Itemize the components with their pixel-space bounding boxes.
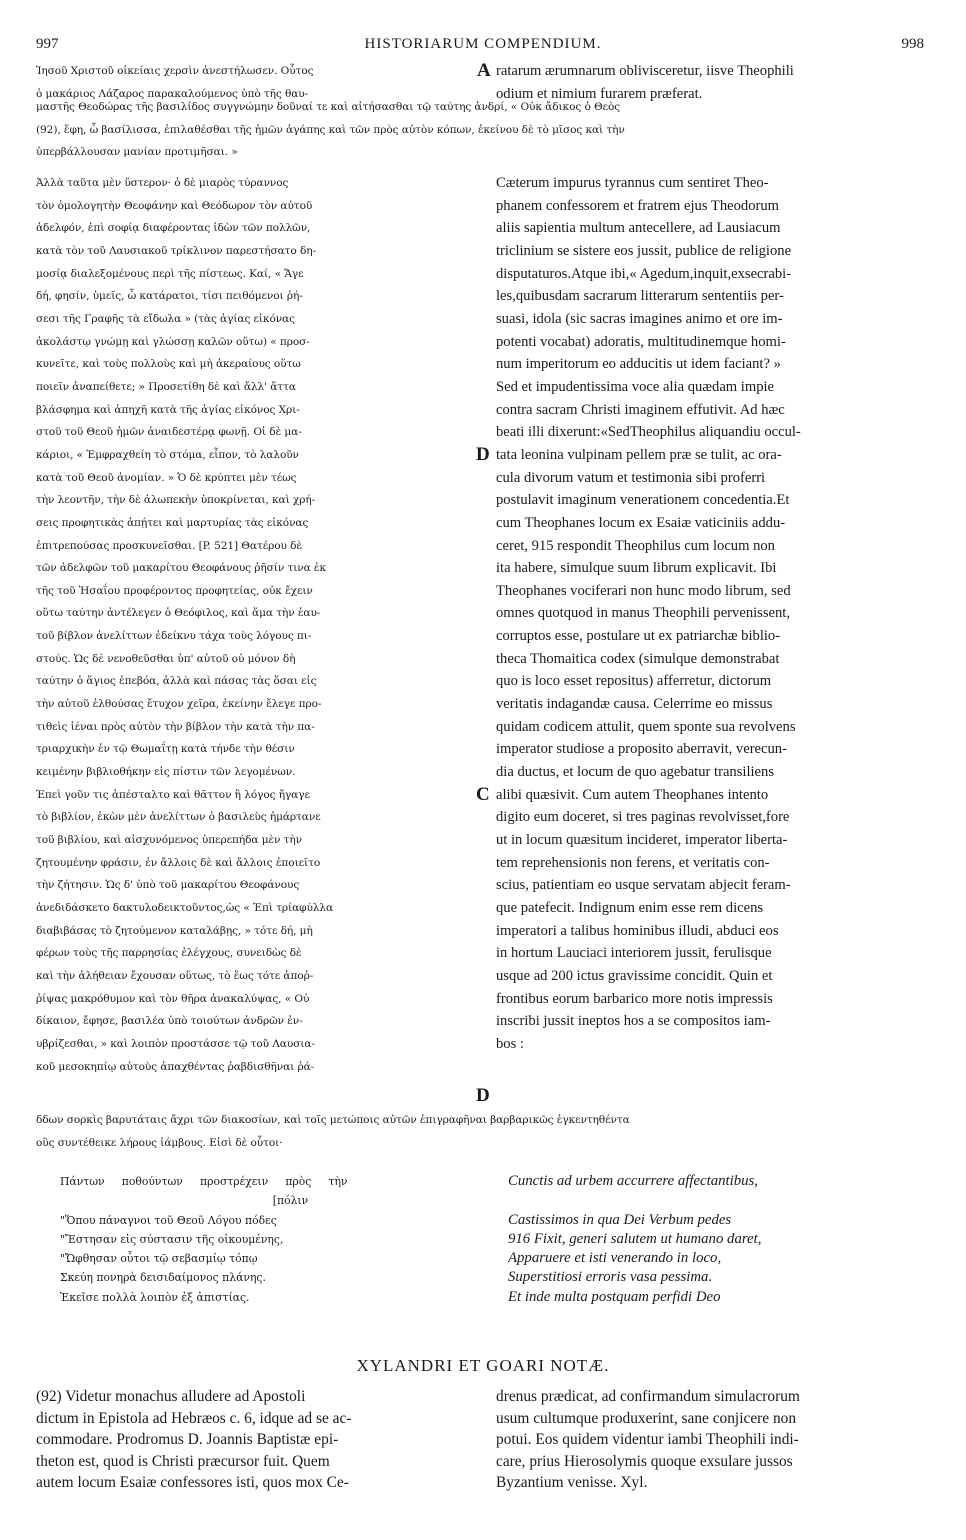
latin-poem: Cunctis ad urbem accurrere affectantibus, Castissimos in qua Dei Verbum pedes 916 Fixit, generi salutem ut humano daret, Apparuere et isti venerando in loco, Superstitiosi erroris vasa pessima. Et inde multa postquam perfidi Deo (508, 1173, 762, 1305)
greek-column-top: Ἰησοῦ Χριστοῦ οἰκείαις χερσὶν ἀνεστήλωσεν. Οὗτος ὁ μακάριος Λάζαρος παρακαλούμενος ὑπὸ τῆς θαυ- (36, 65, 314, 100)
page-number-right: 998 (901, 36, 924, 52)
greek-full-width-bottom: δδων σορκὶς βαρυτάταις ἄχρι τῶν διακοσίων, καὶ τοῖς μετώποις αὐτῶν ἐπιγραφῆναι βαρβαρικῶς ἐγκεντηθέντα οὓς συντέθεικε λήρους ἰάμβους. Εἰσὶ δὲ οὗτοι· (36, 1114, 630, 1149)
margin-letter-a: A (477, 60, 491, 81)
page-number-left: 997 (36, 36, 59, 52)
margin-letter-c: C (476, 784, 490, 805)
notes-column-right: drenus prædicat, ad confirmandum simulacrorum usum cultumque produxerint, sane conjicere non potui. Eos quidem videntur iambi Theophili indi- care, prius Hierosolymis quoque exsulare jussos Byzantium venisse. Xyl. (496, 1388, 800, 1491)
greek-full-width: μαστῆς Θεοδώρας τῆς βασιλίδος συγγνώμην δοῦναί τε καὶ αἰτήσασθαι τῷ ταύτης ἀνδρί, « Οὐκ ἄδικος ὁ Θεὸς (92), ἔφη, ὦ βασίλισσα, ἐπιλαθέσθαι τῆς ἡμῶν ἀγάπης καὶ τῶν πρὸς αὐτὸν κόπων, ἐκείνου δὲ τὸ μῖσος καὶ τὴν ὑπερβάλλουσαν μανίαν προτιμῆσαι. » (36, 101, 625, 159)
greek-column-main: Ἀλλὰ ταῦτα μὲν ὕστερον· ὁ δὲ μιαρὸς τύραννος τὸν ὁμολογητὴν Θεοφάνην καὶ Θεόδωρον τὸν αὐτοῦ ἀδελφόν, ἐπὶ σοφίᾳ διαφέροντας ἰδὼν τῶν πολλῶν, κατὰ τὸν τοῦ Λαυσιακοῦ τρίκλινον παρεστήσατο δη- μοσίᾳ διαλεξομένους περὶ τῆς πίστεως. Καί, « Ἄγε δή, φησίν, ὑμεῖς, ὦ κατάρατοι, τίσι πειθόμενοι ῥή- σεσι τῆς Γραφῆς τὰ εἴδωλα » (τὰς ἁγίας εἰκόνας ἀκολάστῳ γνώμῃ καὶ γλώσσῃ καλῶν οὕτω) « προσ- κυνεῖτε, καὶ τοὺς πολλοὺς καὶ μὴ ἀκεραίους οὕτω ποιεῖν ἀναπείθετε; » Προσετίθη δὲ καὶ ἄλλ' ἄττα βλάσφημα καὶ ἀπηχῆ κατὰ τῆς ἁγίας εἰκόνος Χρι- στοῦ τοῦ Θεοῦ ἡμῶν ἀναιδεστέρᾳ φωνῇ. Οἱ δὲ μα- κάριοι, « Ἐμφραχθείη τὸ στόμα, εἶπον, τὸ λαλοῦν κατὰ τοῦ Θεοῦ ἀνομίαν. » Ὁ δὲ κρύπτει μὲν τέως τὴν λεοντῆν, τὴν δὲ ἀλωπεκὴν ὑποκρίνεται, καὶ χρή- σεις προφητικὰς ἀπῄτει καὶ μαρτυρίας τὰς εἰκόνας ἐπιτρεπούσας προσκυνεῖσθαι. [P. 521] Θατέρου δὲ τῶν ἀδελφῶν τοῦ μακαρίτου Θεοφάνους ῥῆσίν τινα ἐκ τῆς τοῦ Ἠσαΐου προφέροντος προφητείας, οὐκ ἔχειν οὕτω ταύτην ἀντέλεγεν ὁ Θεόφιλος, καὶ ἅμα τὴν ἑαυ- τοῦ βίβλον ἀνελίττων ἐδείκνυ τάχα τοὺς λόγους πι- στούς. Ὡς δὲ νενοθεῦσθαι ὑπ' αὐτοῦ οὐ μόνον δὴ ταύτην ὁ ἅγιος ἐπεβόα, ἀλλὰ καὶ πάσας τὰς ὅσαι εἰς τὴν αὐτοῦ ἐλθούσας ἔτυχον χεῖρα, ἐκείνην ἔλεγε προ- τιθεὶς ἰέναι πρὸς αὐτὸν τὴν βίβλον τὴν κατὰ τὴν πα- τριαρχικὴν ἐν τῷ Θωμαΐτῃ κατὰ τήνδε τὴν θέσιν κειμένην βιβλιοθήκην εἰς πίστιν τῶν λεγομένων. Ἐπεὶ γοῦν τις ἀπέσταλτο καὶ θᾶττον ἢ λόγος ἤγαγε τὸ βιβλίον, ἑκὼν μὲν ἀνελίττων ὁ βασιλεὺς ἡμάρτανε τοῦ βιβλίου, καὶ αἰσχυνόμενος ὑπερεπήδα μὲν τὴν ζητουμένην φράσιν, ἐν ἄλλοις δὲ καὶ ἄλλοις ἐποιεῖτο τὴν ζήτησιν. Ὡς δ' ὑπὸ τοῦ μακαρίτου Θεοφάνους ἀνεδιδάσκετο δακτυλοδεικτοῦντος,ὡς « Ἐπὶ τρίαφύλλα διαβιβάσας τὸ ζητούμενον καταλάβῃς, » τότε δή, μὴ φέρων τοὺς τῆς παρρησίας ἐλέγχους, συνειδὼς δὲ καὶ τὴν ἀλήθειαν ἔχουσαν οὕτως, τὸ ἕως τότε ἀποῤ- ῥίψας μακρόθυμον καὶ τὸν θῆρα ἀνακαλύψας, « Οὐ δίκαιον, ἔφησε, βασιλέα ὑπὸ τοιούτων ἀνδρῶν ἐν- υβρίζεσθαι, » καὶ λοιπὸν προστάσσε τῷ τοῦ Λαυσια- κοῦ μεσοκηπίῳ αὐτοὺς ἀπαχθέντας ῥαβδισθῆναι ῥά- (36, 177, 334, 1073)
notes-title: XYLANDRI ET GOARI NOTÆ. (356, 1356, 610, 1375)
margin-letter-d: D (476, 444, 490, 465)
running-title: HISTORIARUM COMPENDIUM. (364, 36, 602, 52)
greek-poem: Πάντων ποθούντων προστρέχειν πρὸς τὴν [πόλιν "Ὅπου πάναγνοι τοῦ Θεοῦ Λόγου πόδες "Ἔστησαν εἰς σύστασιν τῆς οἰκουμένης, "Ὤφθησαν οὗτοι τῷ σεβασμίῳ τόπῳ Σκεύη πονηρὰ δεισιδαίμονος πλάνης. Ἐκεῖσε πολλὰ λοιπὸν ἐξ ἀπιστίας. (60, 1175, 348, 1304)
latin-column-top: ratarum ærumnarum oblivisceretur, iisve Theophili odium et nimium furarem præferat. (496, 63, 794, 102)
latin-column-main: Cæterum impurus tyrannus cum sentiret Theo- phanem confessorem et fratrem ejus Theodorum aliis sapientia multum antecellere, ad Lausiacum triclinium se sistere eos jussit, publice de religione disputaturos.Atque ibi,« Agedum,inquit,exsecrabi- les,quibusdam sacrarum litterarum sententiis per- suasi, idola (sic sacras imagines animo et ore im- potenti vocabat) adoratis, multitudinemque homi- num imperitorum eo adducitis ut idem faciant? » Sed et impudentissima voce alia quædam impie contra sacram Christi imaginem effutivit. Ad hæc beati illi dixerunt:«SedTheophilus aliquandiu occul- tata leonina vulpinam pellem præ se tulit, ac ora- cula divorum vatum et testimonia sibi proferri postulavit imaginum venerationem concedentia.Et cum Theophanes locum ex Esaiæ vaticiniis addu- ceret, 915 respondit Theophilus cum locum non ita habere, simulque suum librum explicavit. Ibi Theophanes vociferari non hunc modo librum, sed omnes quotquod in manus Theophili pervenissent, corruptos esse, postulare ut ex patriarchæ biblio- theca Thomaitica codex (simulque demonstrabat quo is loco esset repositus) afferretur, dictorum veritatis indagandæ causa. Celerrime eo missus quidam codicem attulit, quem sponte sua revolvens imperator studiose a proposito aberravit, verecun- dia ductus, et locum de quo agebatur transiliens alibi quæsivit. Cum autem Theophanes intento digito eum doceret, si tres paginas revolvisset,fore ut in locum quæsitum incideret, imperator liberta- tem reprehensionis non ferens, et veritatis con- scius, patientiam eo usque servatam abjecit feram- que patefecit. Indignum enim esse rem dicens imperatori a talibus hominibus illudi, abduci eos in hortum Lauciaci interiorem jussit, ferulisque usque ad 200 ictus gravissime concidit. Quin et frontibus eorum barbarico more notis impressis inscribi jussit ineptos hos a se compositos iam- bos : (496, 175, 801, 1052)
notes-column-left: (92) Videtur monachus alludere ad Apostoli dictum in Epistola ad Hebræos c. 6, idque ad se ac- commodare. Prodromus D. Joannis Baptistæ epi- theton est, quod is Christi præcursor fuit. Quem autem locum Esaiæ confessores isti, quos mox Ce- (36, 1388, 352, 1491)
margin-letter-d-lower: D (476, 1085, 490, 1106)
